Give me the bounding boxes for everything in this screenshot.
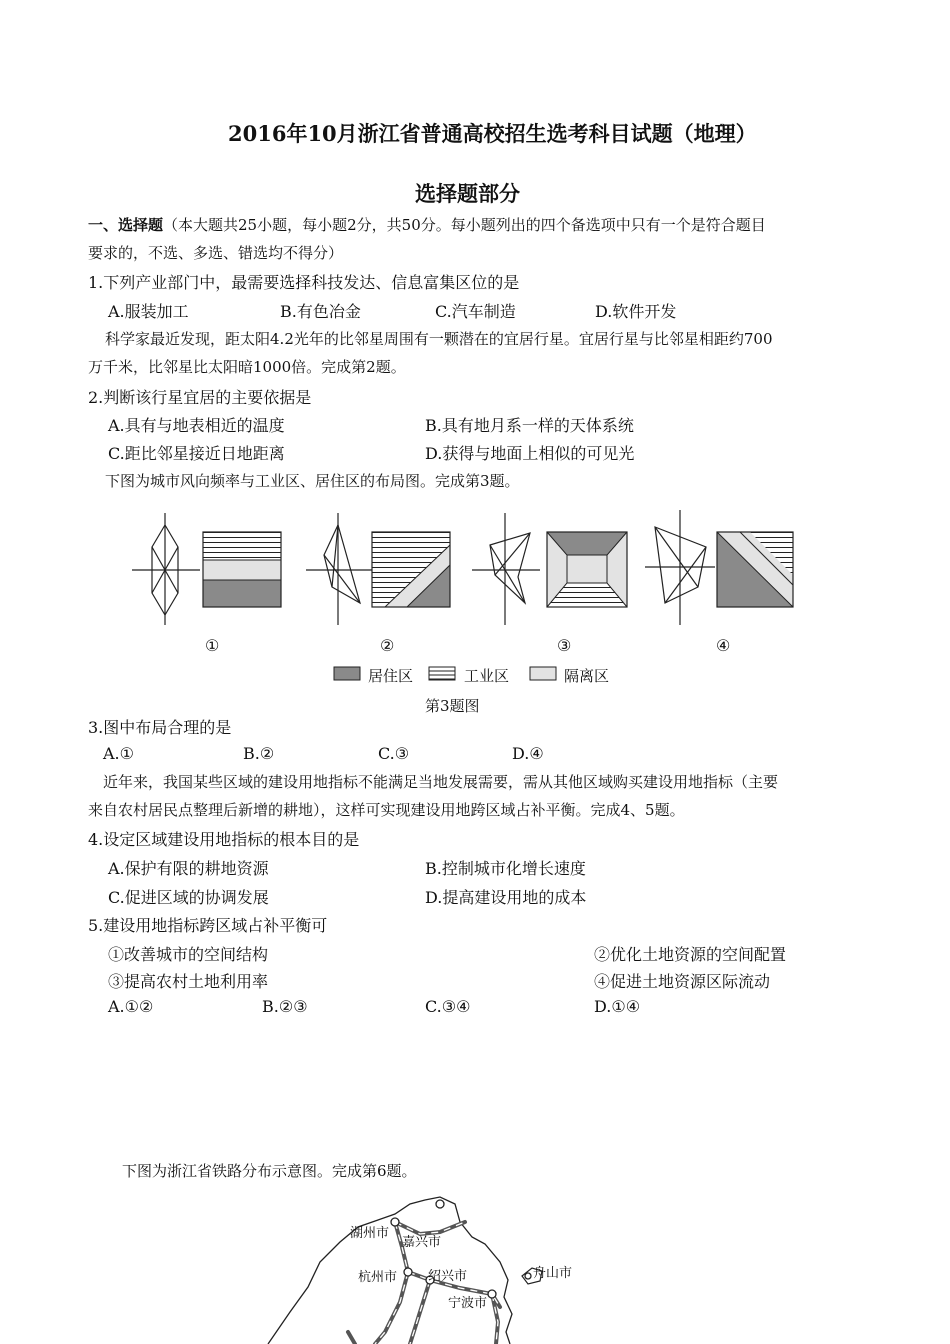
legend-label-buffer: 隔离区 (564, 667, 610, 685)
panel-label-2: ② (380, 636, 395, 655)
q4-option-b: B.控制城市化增长速度 (425, 859, 586, 878)
layout-square-4 (717, 532, 793, 607)
passage2-line1: 科学家最近发现，距太阳4.2光年的比邻星周围有一颗潜在的宜居行星。宜居行星与比邻星相距约700 (105, 330, 773, 348)
q1-option-a: A.服装加工 (108, 302, 189, 321)
legend-swatch-residential (334, 667, 360, 680)
passage2-line2: 万千米，比邻星比太阳暗1000倍。完成第2题。 (88, 358, 406, 376)
q2-option-c: C.距比邻星接近日地距离 (108, 444, 285, 463)
q2-option-d: D.获得与地面上相似的可见光 (425, 444, 635, 463)
q5-item-2: ②优化土地资源的空间配置 (594, 945, 787, 964)
panel-label-3: ③ (557, 636, 572, 655)
q5-item-4: ④促进土地资源区际流动 (594, 972, 771, 991)
wind-rose-3 (472, 513, 540, 625)
layout-square-2 (372, 532, 450, 607)
city-label-shaoxing: 绍兴市 (428, 1269, 468, 1284)
q2-stem: 2.判断该行星宜居的主要依据是 (88, 388, 312, 407)
panel-2 (306, 513, 450, 625)
layout-square-3 (547, 532, 627, 607)
q3-stem: 3.图中布局合理的是 (88, 718, 232, 737)
wind-rose-4 (645, 510, 715, 625)
layout-square-1 (203, 532, 281, 607)
q3-option-a: A.① (103, 744, 134, 763)
q3-option-b: B.② (243, 744, 275, 763)
q5-option-a: A.①② (108, 997, 154, 1016)
panel-label-4: ④ (716, 636, 731, 655)
city-marker-ningbo (488, 1290, 496, 1298)
q1-option-c: C.汽车制造 (435, 302, 516, 321)
q2-option-a: A.具有与地表相近的温度 (108, 416, 285, 435)
exam-title: 2016年10月浙江省普通高校招生选考科目试题（地理） (228, 121, 757, 146)
q5-item-1: ①改善城市的空间结构 (108, 945, 269, 964)
passage45-line2: 来自农村居民点整理后新增的耕地），这样可实现建设用地跨区域占补平衡。完成4、5题。 (88, 801, 685, 819)
panel-1 (132, 513, 281, 625)
city-marker-hangzhou (404, 1268, 412, 1276)
wind-rose-1 (132, 513, 200, 625)
legend-swatch-buffer (530, 667, 556, 680)
instructions-line2: 要求的，不选、多选、错选均不得分） (88, 244, 344, 262)
q1-option-d: D.软件开发 (595, 302, 677, 321)
instructions-heading: 一、选择题 (88, 216, 164, 234)
figure3-diagram (120, 505, 810, 687)
panel-3 (472, 513, 627, 625)
city-label-huzhou: 湖州市 (350, 1226, 390, 1241)
section-title: 选择题部分 (415, 181, 520, 206)
passage3: 下图为城市风向频率与工业区、居住区的布局图。完成第3题。 (105, 472, 520, 490)
q4-option-a: A.保护有限的耕地资源 (108, 859, 269, 878)
q4-option-c: C.促进区域的协调发展 (108, 888, 269, 907)
instructions-line1 (88, 214, 766, 235)
city-label-ningbo: 宁波市 (448, 1296, 488, 1311)
instructions-text: （本大题共25小题，每小题2分，共50分。每小题列出的四个备选项中只有一个是符合题目 (163, 216, 766, 234)
figure3-caption: 第3题图 (425, 697, 480, 715)
q5-option-c: C.③④ (425, 997, 471, 1016)
q5-item-3: ③提高农村土地利用率 (108, 972, 269, 991)
q1-option-b: B.有色冶金 (280, 302, 361, 321)
q3-option-c: C.③ (378, 744, 410, 763)
wind-rose-2 (306, 513, 374, 625)
legend-swatch-industrial (429, 667, 455, 680)
q5-stem: 5.建设用地指标跨区域占补平衡可 (88, 916, 328, 935)
q1-stem: 1.下列产业部门中，最需要选择科技发达、信息富集区位的是 (88, 273, 520, 292)
passage6: 下图为浙江省铁路分布示意图。完成第6题。 (122, 1162, 417, 1180)
city-label-jiaxing: 嘉兴市 (402, 1235, 442, 1250)
city-marker-zhoushan (525, 1273, 531, 1279)
panel-4 (645, 510, 793, 625)
q2-option-b: B.具有地月系一样的天体系统 (425, 416, 634, 435)
legend-label-industrial: 工业区 (464, 667, 510, 685)
passage45-line1: 近年来，我国某些区域的建设用地指标不能满足当地发展需要，需从其他区域购买建设用地指标（主要 (103, 773, 779, 791)
city-label-zhoushan: 舟山市 (533, 1266, 573, 1281)
legend-label-residential: 居住区 (368, 667, 414, 685)
q3-option-d: D.④ (512, 744, 544, 763)
city-marker-huzhou (391, 1218, 399, 1226)
q4-stem: 4.设定区域建设用地指标的根本目的是 (88, 830, 360, 849)
city-marker-jiaxing (436, 1200, 444, 1208)
city-label-hangzhou: 杭州市 (358, 1270, 398, 1285)
panel-label-1: ① (205, 636, 220, 655)
q5-option-d: D.①④ (594, 997, 641, 1016)
q5-option-b: B.②③ (262, 997, 308, 1016)
q4-option-d: D.提高建设用地的成本 (425, 888, 587, 907)
